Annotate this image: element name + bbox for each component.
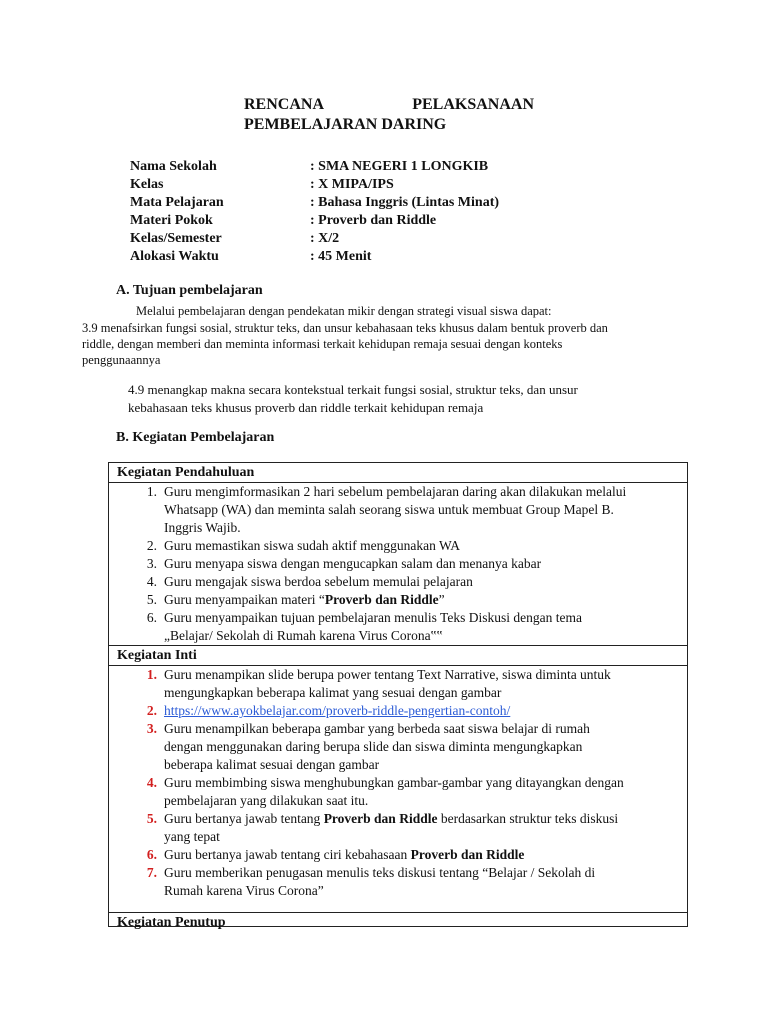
kd-4-9 bbox=[128, 381, 688, 417]
kd-3-9-line: 3.9 menafsirkan fungsi sosial, struktur teks, dan unsur kebahasaan teks khusus dalam bentuk proverb dan bbox=[82, 321, 608, 335]
item-number: 2. bbox=[146, 538, 157, 553]
item-bold-text: Proverb dan Riddle bbox=[410, 847, 525, 862]
item-number: 3. bbox=[146, 721, 157, 736]
item-line: pembelajaran yang dilakukan saat itu. bbox=[164, 793, 369, 808]
identity-value: : SMA NEGERI 1 LONGKIB bbox=[310, 159, 489, 174]
identity-row bbox=[130, 248, 499, 266]
item-number: 6. bbox=[146, 847, 157, 862]
inti-list bbox=[109, 666, 687, 900]
kd-3-9-line: riddle, dengan memberi dan meminta informasi terkait kehidupan remaja sesuai dengan konteks bbox=[82, 337, 563, 351]
item-line: mengungkapkan beberapa kalimat yang sesuai dengan gambar bbox=[164, 685, 502, 700]
section-a-intro: Melalui pembelajaran dengan pendekatan mikir dengan strategi visual siswa dapat: bbox=[136, 304, 552, 318]
list-item bbox=[146, 810, 679, 846]
identity-label: Mata Pelajaran bbox=[130, 195, 224, 210]
list-item bbox=[146, 720, 679, 774]
list-item bbox=[146, 702, 679, 720]
item-line: „Belajar/ Sekolah di Rumah karena Virus Corona‟‟ bbox=[164, 628, 443, 643]
identity-value: : Bahasa Inggris (Lintas Minat) bbox=[310, 195, 500, 210]
penutup-title: Kegiatan Penutup bbox=[117, 915, 226, 930]
item-line bbox=[164, 810, 679, 828]
pendahuluan-title: Kegiatan Pendahuluan bbox=[117, 465, 255, 480]
item-line: Guru mengimformasikan 2 hari sebelum pembelajaran daring akan dilakukan melalui bbox=[164, 484, 627, 499]
item-text: Guru mengajak siswa berdoa sebelum memulai pelajaran bbox=[164, 574, 473, 589]
item-bold-text: Proverb dan Riddle bbox=[324, 592, 439, 607]
item-number: 2. bbox=[146, 703, 157, 718]
item-line: Guru memberikan penugasan menulis teks diskusi tentang “Belajar / Sekolah di bbox=[164, 865, 596, 880]
section-a-heading: A. Tujuan pembelajaran bbox=[116, 283, 263, 298]
identity-label: Nama Sekolah bbox=[130, 159, 217, 174]
identity-table bbox=[130, 158, 499, 266]
item-line: Whatsapp (WA) dan meminta salah seorang siswa untuk membuat Group Mapel B. bbox=[164, 502, 614, 517]
identity-label: Kelas/Semester bbox=[130, 231, 222, 246]
item-text: Guru bertanya jawab tentang bbox=[164, 811, 324, 826]
list-item bbox=[146, 864, 679, 900]
item-number: 5. bbox=[146, 592, 157, 607]
item-line: Guru menampilkan beberapa gambar yang berbeda saat siswa belajar di rumah bbox=[164, 721, 590, 736]
kd-4-9-line: 4.9 menangkap makna secara kontekstual terkait fungsi sosial, struktur teks, dan unsur bbox=[128, 382, 578, 397]
identity-row bbox=[130, 158, 499, 176]
list-item bbox=[146, 609, 679, 645]
activities-table bbox=[108, 462, 688, 930]
item-text: ” bbox=[438, 592, 445, 607]
item-number: 1. bbox=[146, 667, 157, 682]
pendahuluan-list bbox=[109, 483, 687, 645]
item-line: Guru menyampaikan tujuan pembelajaran menulis Teks Diskusi dengan tema bbox=[164, 610, 582, 625]
item-line: Rumah karena Virus Corona” bbox=[164, 883, 324, 898]
identity-label: Alokasi Waktu bbox=[130, 249, 219, 264]
list-item bbox=[146, 537, 679, 555]
identity-value: : X/2 bbox=[310, 231, 340, 246]
item-number: 7. bbox=[146, 865, 157, 880]
item-text: Guru menyapa siswa dengan mengucapkan salam dan menanya kabar bbox=[164, 556, 542, 571]
kd-3-9 bbox=[82, 320, 702, 368]
list-item bbox=[146, 483, 679, 537]
list-item bbox=[146, 573, 679, 591]
list-item bbox=[146, 774, 679, 810]
identity-row bbox=[130, 212, 499, 230]
list-item bbox=[146, 666, 679, 702]
item-number: 6. bbox=[146, 610, 157, 625]
item-line: beberapa kalimat sesuai dengan gambar bbox=[164, 757, 380, 772]
identity-value: : Proverb dan Riddle bbox=[310, 213, 437, 228]
identity-row bbox=[130, 176, 499, 194]
item-text: berdasarkan struktur teks diskusi bbox=[437, 811, 619, 826]
title-pelaksanaan: PELAKSANAAN bbox=[412, 96, 534, 113]
item-number: 5. bbox=[146, 811, 157, 826]
item-text: Guru menyampaikan materi “ bbox=[164, 592, 325, 607]
document-title bbox=[244, 95, 534, 135]
item-number: 1. bbox=[146, 484, 157, 499]
title-rencana: RENCANA bbox=[244, 96, 324, 113]
item-line: yang tepat bbox=[164, 829, 220, 844]
list-item bbox=[146, 555, 679, 573]
identity-value: : X MIPA/IPS bbox=[310, 177, 394, 192]
section-b-heading: B. Kegiatan Pembelajaran bbox=[116, 430, 275, 445]
item-text: Guru bertanya jawab tentang ciri kebahasaan bbox=[164, 847, 411, 862]
identity-row bbox=[130, 230, 499, 248]
list-item bbox=[146, 846, 679, 864]
kd-3-9-line: penggunaannya bbox=[82, 353, 161, 367]
identity-row bbox=[130, 194, 499, 212]
item-number: 4. bbox=[146, 574, 157, 589]
identity-label: Materi Pokok bbox=[130, 213, 213, 228]
resource-link[interactable]: https://www.ayokbelajar.com/proverb-riddle-pengertian-contoh/ bbox=[164, 703, 511, 718]
item-bold-text: Proverb dan Riddle bbox=[323, 811, 438, 826]
spacer bbox=[109, 900, 687, 912]
item-text: Guru memastikan siswa sudah aktif menggunakan WA bbox=[164, 538, 460, 553]
item-line: dengan menggunakan daring berupa slide dan siswa diminta mengungkapkan bbox=[164, 739, 583, 754]
inti-title: Kegiatan Inti bbox=[117, 648, 197, 663]
title-line2: PEMBELAJARAN DARING bbox=[244, 116, 447, 133]
list-item bbox=[146, 591, 679, 609]
identity-label: Kelas bbox=[130, 177, 164, 192]
item-line: Inggris Wajib. bbox=[164, 520, 241, 535]
item-number: 4. bbox=[146, 775, 157, 790]
identity-value: : 45 Menit bbox=[310, 249, 372, 264]
item-line: Guru membimbing siswa menghubungkan gambar-gambar yang ditayangkan dengan bbox=[164, 775, 624, 790]
item-number: 3. bbox=[146, 556, 157, 571]
kd-4-9-line: kebahasaan teks khusus proverb dan riddle terkait kehidupan remaja bbox=[128, 400, 484, 415]
item-line: Guru menampikan slide berupa power tentang Text Narrative, siswa diminta untuk bbox=[164, 667, 611, 682]
